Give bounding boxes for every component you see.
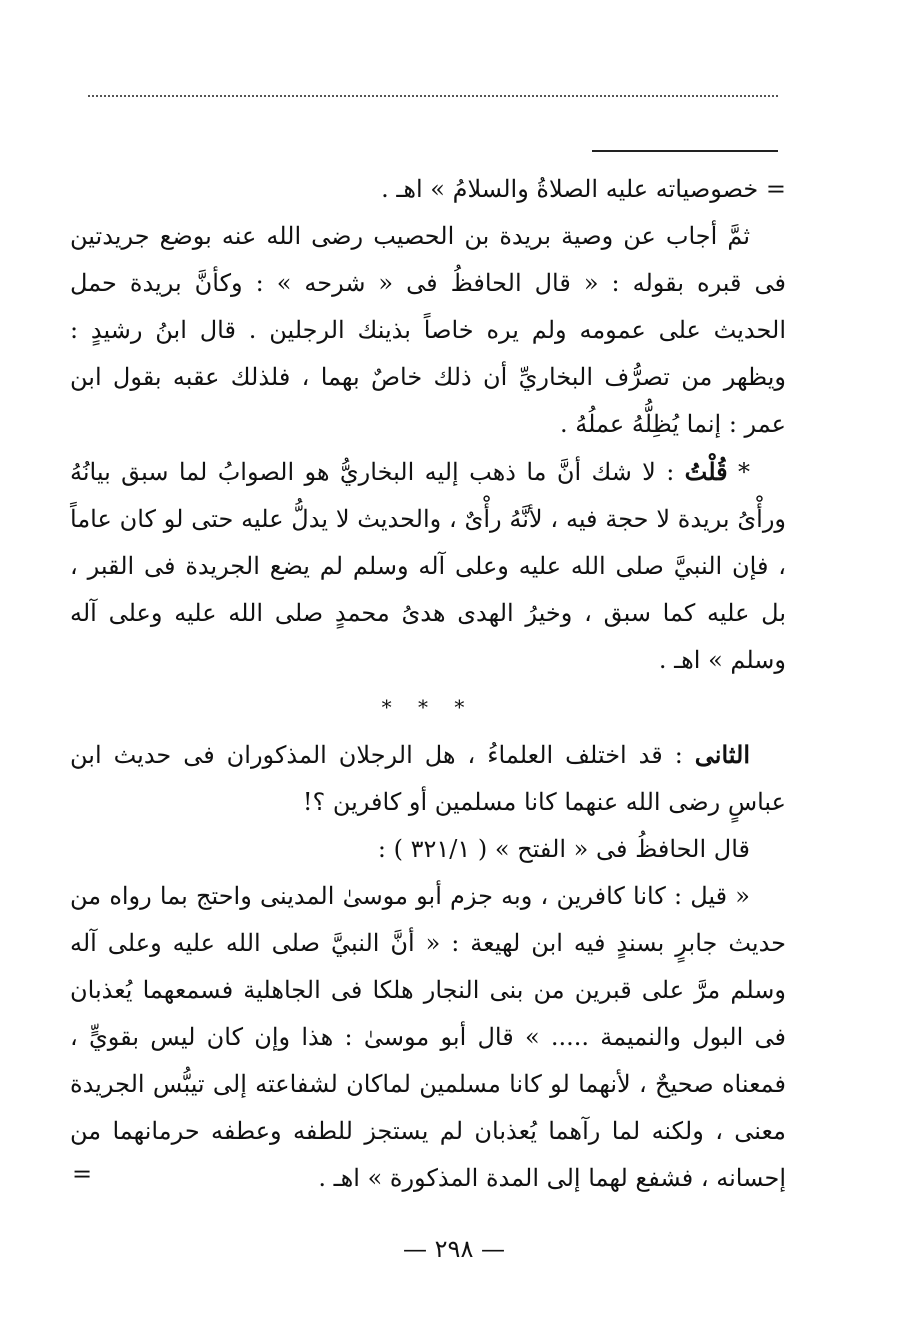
section-separator: * * * (381, 695, 475, 719)
qultu-label: قُلْتُ (684, 457, 728, 486)
thani-text: : قد اختلف العلماءُ ، هل الرجلان المذكوران فى حديث ابن عباسٍ رضى الله عنهما كانا مسلمين أو كافرين ؟! (70, 741, 786, 816)
paragraph-qultu (70, 448, 786, 684)
thani-label: الثانى (694, 740, 750, 769)
continuation-mark: = (72, 1160, 93, 1188)
qultu-text: : لا شك أنَّ ما ذهب إليه البخاريُّ هو الصوابُ لما سبق بيانُهُ ورأْىُ بريدة لا حجة فيه ، لأنَّهُ رأْىٌ ، والحديث لا يدلُّ عليه حتى لو كان عاماً ، فإن النبيَّ صلى الله عليه وعلى آله وسلم لم يضع الجريدة فى القبر ، بل عليه كما سبق ، وخيرُ الهدى هدىُ محمدٍ صلى الله عليه وعلى آله وسلم » اهـ . (70, 458, 786, 674)
continuation-line: = خصوصياته عليه الصلاةُ والسلامُ » اهـ . (381, 175, 786, 203)
hafiz-quote-intro: قال الحافظُ فى « الفتح » ( ٣٢١/١ ) : (377, 835, 750, 863)
asterisk-marker: * (738, 458, 750, 486)
page-number: — ٢٩٨ — (403, 1235, 505, 1263)
top-dotted-rule (88, 95, 778, 97)
page-body (70, 166, 786, 1202)
paragraph-second (70, 731, 786, 826)
footnote-rule (592, 150, 778, 152)
paragraph-buraydah: ثمَّ أجاب عن وصية بريدة بن الحصيب رضى الله عنه بوضع جريدتين فى قبره بقوله : « قال الحافظُ فى « شرحه » : وكأنَّ بريدة حمل الحديث على عمومه ولم يره خاصاً بذينك الرجلين . قال ابنُ رشيدٍ : ويظهر من تصرُّف البخاريِّ أن ذلك خاصٌ بهما ، فلذلك عقبه بقول ابن عمر : إنما يُظِلُّهُ عملُهُ . (70, 222, 786, 438)
paragraph-quote: « قيل : كانا كافرين ، وبه جزم أبو موسىٰ المدينى واحتج بما رواه من حديث جابرٍ بسندٍ فيه ابن لهيعة : « أنَّ النبيَّ صلى الله عليه وعلى آله وسلم مرَّ على قبرين من بنى النجار هلكا فى الجاهلية فسمعهما يُعذبان فى البول والنميمة ..... » قال أبو موسىٰ : هذا وإن كان ليس بقويٍّ ، فمعناه صحيحٌ ، لأنهما لو كانا مسلمين لماكان لشفاعته إلى تيبُّس الجريدة معنى ، ولكنه لما رآهما يُعذبان لم يستجز للطفه وعطفه حرمانهما من إحسانه ، فشفع لهما إلى المدة المذكورة » اهـ . (70, 882, 786, 1192)
